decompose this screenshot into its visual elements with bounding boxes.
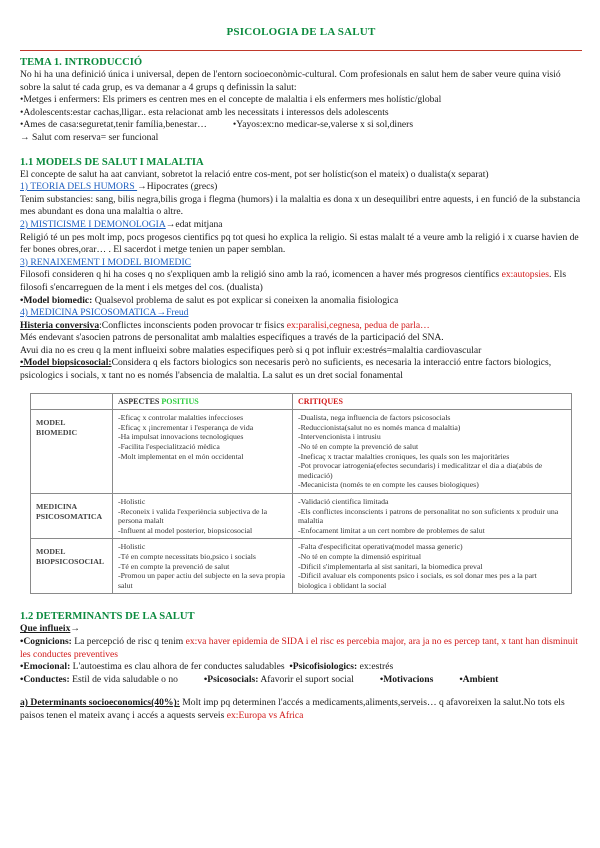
psicofisiologics-label: •Psicofisiologics:	[289, 661, 358, 673]
que-influeix-arrow: →	[70, 623, 80, 635]
conductes-text: Estil de vida saludable o no	[69, 673, 178, 685]
cognicions-example: ex:va haver epidemia de SIDA i el risc es percebia major, ara ja no es percep tant, x tant han disminuit les conductes preventives	[20, 635, 578, 660]
model-biomedic-def	[20, 295, 582, 308]
psicosocials-text: Afavorir el suport social	[258, 673, 354, 685]
cell-item: -Mecanicista (només te en compte les causes biologiques)	[298, 480, 479, 490]
motivacions-label: •Motivacions	[379, 673, 434, 685]
model4-text3: Avui dia no es creu q la ment influeixi sobre malaties especifiques però si q pot influir ex:estrés=malaltia cardiovascular	[20, 344, 482, 356]
model4-text2: Més endevant s'asocien patrons de personalitat amb malalties específiques a través de la participació del SNA.	[20, 332, 444, 344]
cognicions-text: La percepció de risc q tenim	[71, 635, 186, 647]
biomedic-label: •Model biomedic:	[20, 294, 93, 306]
model4-arrow: →Freud	[156, 307, 189, 319]
cell-item: -Els conflictes inconscients i patrons de personalitat no son suficients x produir una malaltia	[298, 506, 559, 526]
model3-text	[20, 269, 582, 294]
header-critiques	[293, 393, 572, 410]
que-influeix	[20, 623, 582, 636]
row-model-name: MEDICINA PSICOSOMATICA	[31, 494, 113, 539]
sec11-heading: 1.1 MODELS DE SALUT I MALALTIA	[20, 156, 204, 168]
table-body	[31, 410, 572, 594]
que-influeix-label: Que influeix	[20, 623, 71, 635]
ames-text: •Ames de casa:seguretat,tenir família,benestar…	[20, 119, 207, 131]
psicofisiologics-text: ex:estrés	[357, 661, 394, 673]
model3-title	[20, 257, 582, 270]
histeria-example: ex:paralisi,cegnesa, pedua de parla…	[286, 319, 430, 331]
cell-item: -No té en compte la prevenció de salut	[298, 442, 419, 452]
sec12-heading: 1.2 DETERMINANTS DE LA SALUT	[20, 611, 195, 623]
emocional-text: L'autoestima es clau alhora de fer conductes saludables	[70, 661, 285, 673]
histeria-desc: :Conflictes inconscients poden provocar tr fisics	[99, 319, 287, 331]
table-row	[31, 494, 572, 539]
cell-item: -Molt implementat en el món occidental	[118, 451, 244, 461]
yayos-text: •Yayos:ex:no medicar-se,valerse x si sol,diners	[232, 119, 414, 131]
cell-item: -Validació cientifica limitada	[298, 497, 389, 506]
cell-item: -Holistic	[118, 542, 146, 552]
model3-text-a: Filosofi consideren q hi ha coses q no s'expliquen amb la religió sino amb la raó, icomencen a haver més progresos científics	[20, 269, 502, 281]
cell-item: -Reconeix i valida l'experiència subjectiva de la persona malalt	[118, 506, 268, 526]
tema1-bullet-metges: •Metges i enfermers: Els primers es centren mes en el concepte de malaltia i els enfermers mes holístic/global	[20, 94, 442, 106]
cell-item: -Dualista, nega influencia de factors psicosocials	[298, 413, 451, 423]
row-positius-cell	[113, 539, 293, 594]
biopsicosocial-label: •Model biopsicosocial:	[20, 357, 112, 369]
models-comparison-table	[30, 393, 572, 595]
cell-item: -Ineficaç x tractar malalties croniques, les quals son les majoritàries	[298, 451, 510, 461]
row-model-name: MODEL BIOPSICOSOCIAL	[31, 539, 113, 594]
ambient-label: •Ambient	[459, 673, 499, 685]
model4-title	[20, 307, 582, 320]
model3-link: 3) RENAIXEMENT I MODEL BIOMEDIC	[20, 256, 192, 268]
model3-text-b: . Els filosofi s'encarreguen de la ment i els metges del cos. (dualista)	[20, 269, 567, 293]
tema1-intro: No hi ha una definició única i universal, depen de l'entorn socioeconòmic-cultural. Com profesionals en salut hem de saber veure quina visió sobre la salut té cada grup, es va demanar a 4 grups q definissin la salut:	[20, 69, 561, 93]
table-row	[31, 539, 572, 594]
cell-item: -Holistic	[118, 497, 146, 506]
sec11-intro: El concepte de salut ha aat canviant, sobretot la relació entre cos-ment, pot ser holístic(son el mateix) o dualista(x separat)	[20, 168, 489, 180]
socioeconomics-example: ex:Europa vs Africa	[226, 709, 304, 721]
cognicions-label: •Cognicions:	[20, 635, 72, 647]
header-critiques-text: CRITIQUES	[298, 396, 343, 406]
histeria-label: Histeria conversiva	[20, 319, 100, 331]
document-page	[20, 0, 582, 723]
model2-link: 2) MISTICISME I DEMONOLOGIA	[20, 218, 166, 230]
model1-title	[20, 181, 582, 194]
row-positius-cell	[113, 494, 293, 539]
cell-item: -Reduccionista(salut no es només manca d malaltia)	[298, 422, 461, 432]
model4-link: 4) MEDICINA PSICOSOMATICA	[20, 307, 157, 319]
cell-item: -Dificil avaluar els components psico i socials, es sol donar mes pes a la part biologica i oblidant la social	[298, 571, 537, 590]
row-model-name: MODEL BIOMEDIC	[31, 410, 113, 494]
cell-item: -Pot provocar iatrogenia(efectes secundaris) i medicalitzar el dia a dia(abús de medicació)	[298, 461, 543, 480]
conductes-line	[20, 674, 582, 687]
row-critiques-cell	[293, 494, 572, 539]
emocional-psicofisiologics	[20, 661, 582, 674]
tema1-salut-reserva: → Salut com reserva= ser funcional	[20, 131, 159, 143]
cell-item: -Facilita l'especialització mèdica	[118, 442, 220, 452]
socioeconomics-label: a) Determinants socioeconomics(40%):	[20, 697, 180, 709]
row-critiques-cell	[293, 539, 572, 594]
cell-item: -Ha impulsat innovacions tecnologiques	[118, 432, 244, 442]
histeria-text	[20, 320, 582, 333]
cell-item: -Enfocament limitat a un cert nombre de problemes de salut	[298, 525, 485, 535]
row-positius-cell	[113, 410, 293, 494]
cell-item: -Promou un paper actiu del subjecte en la seva propia salut	[118, 571, 285, 590]
biomedic-text: Qualsevol problema de salut es pot explicar si coneixen la anomalia fisiologica	[92, 294, 399, 306]
cell-item: -Té en compte la prevenció de salut	[118, 561, 230, 571]
conductes-label: •Conductes:	[20, 673, 70, 685]
determinants-socioeconomics	[20, 697, 582, 722]
cell-item: -Eficaç x ¡incrementar i l'esperança de vida	[118, 422, 254, 432]
title-divider	[20, 50, 582, 51]
model2-text: Religió té un pes molt imp, pocs progesos cientifics pq tot quesi ho explica la religio. Si estas malalt té a veure amb la religió i x cuarse havien de fer bones obres,orar… . El sacerdot i metge tenien un paper semblan.	[20, 231, 579, 256]
model2-arrow: →edat mitjana	[165, 218, 223, 230]
header-model	[31, 393, 113, 410]
model1-text: Tenim substancies: sang, bilis negra,bilis groga i flegma (humors) i la malaltia es dona x un desequilibri entre aquests, i en funció de la substancia mes abundant es dona una malaltia o altre.	[20, 193, 581, 218]
cell-item: -Influent al model posterior, biopsicosocial	[118, 525, 253, 535]
model2-title	[20, 219, 582, 232]
psicosocials-label: •Psicosocials:	[203, 673, 259, 685]
page-title: PSICOLOGIA DE LA SALUT	[226, 26, 376, 38]
tema1-bullet-adolescents: •Adolescents:estar cachas,lligar.. esta relacionat amb les necessitats i interessos dels adolescents	[20, 106, 389, 118]
header-positius	[113, 393, 293, 410]
row-critiques-cell	[293, 410, 572, 494]
table-header-row	[31, 393, 572, 410]
emocional-label: •Emocional:	[20, 661, 71, 673]
cell-item: -Eficaç x controlar malalties infeccioses	[118, 413, 244, 423]
table-row	[31, 410, 572, 494]
model1-link: 1) TEORIA DELS HUMORS	[20, 181, 138, 193]
header-positius-b: POSITIUS	[161, 396, 199, 406]
model-biopsicosocial-def	[20, 357, 582, 382]
cell-item: -Té en compte necessitats bio,psico i socials	[118, 551, 256, 561]
header-positius-a: ASPECTES	[118, 396, 162, 406]
tema1-bullet-ames-yayos	[20, 119, 582, 132]
cell-item: -Intervencionista i intrusiu	[298, 432, 381, 442]
model1-arrow: →Hipocrates (grecs)	[137, 181, 218, 193]
biopsicosocial-text: Considera q els factors biologics son necesaris però no suficients, es necesaria la interacció entre factors biologics, psicologics i socials, x tant no es només l'absencia de malaltia. La salut es un dret social fonamental	[20, 357, 552, 382]
tema1-heading: TEMA 1. INTRODUCCIÓ	[20, 57, 143, 68]
cell-item: -No té en compte la dimensió espiritual	[298, 551, 421, 561]
cell-item: -Falta d'especificitat operativa(model massa generic)	[298, 542, 463, 552]
model3-example: ex:autopsies	[501, 269, 549, 281]
cognicions	[20, 636, 582, 661]
socioeconomics-text: Molt imp pq determinen l'accés a medicaments,aliments,serveis… q afavoreixen la salut.No tots els paisos tenen el mateix avanç i accés a aquests serveis	[20, 697, 565, 721]
cell-item: -Dificil s'implementarla al sist sanitari, la biomedica preval	[298, 561, 483, 571]
